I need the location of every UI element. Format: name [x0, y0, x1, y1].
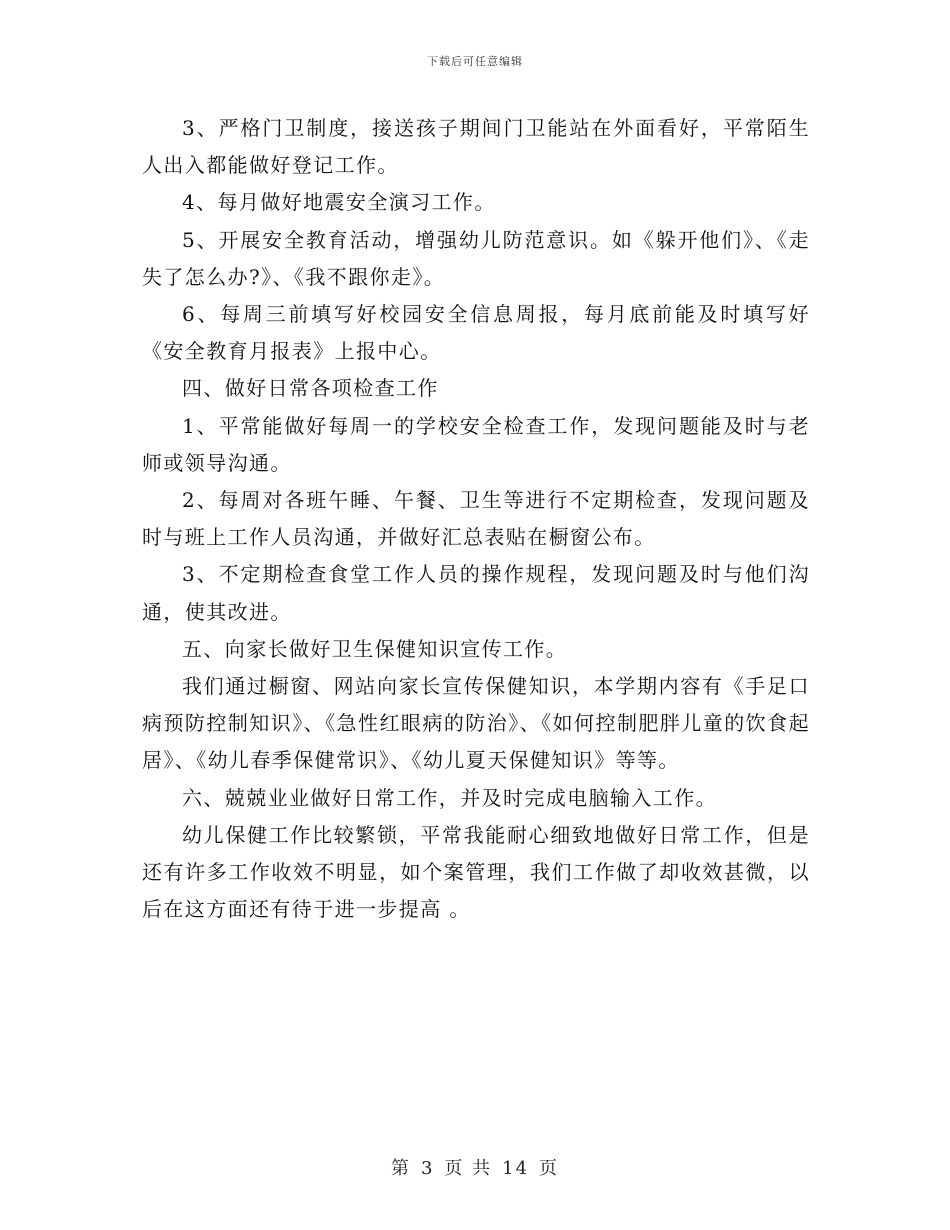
footer-middle: 页 共 [444, 1158, 493, 1179]
paragraph-weekly-check: 1、平常能做好每周一的学校安全检查工作，发现问题能及时与老师或领导沟通。 [142, 413, 810, 475]
paragraph-summary: 幼儿保健工作比较繁锁，平常我能耐心细致地做好日常工作，但是还有许多工作收效不明显，如个案管理，我们工作做了却收效甚微，以后在这方面还有待于进一步提高 。 [142, 822, 810, 922]
paragraph-gate-system: 3、严格门卫制度，接送孩子期间门卫能站在外面看好，平常陌生人出入都能做好登记工作。 [142, 116, 810, 178]
footer-prefix: 第 [390, 1158, 411, 1179]
total-page-count: 14 [502, 1158, 530, 1179]
section-heading-health-publicity: 五、向家长做好卫生保健知识宣传工作。 [182, 636, 568, 661]
section-heading-daily-work: 六、兢兢业业做好日常工作，并及时完成电脑输入工作。 [182, 785, 717, 810]
document-body [142, 110, 810, 928]
current-page-number: 3 [420, 1158, 435, 1179]
paragraph-class-inspection: 2、每周对各班午睡、午餐、卫生等进行不定期检查，发现问题及时与班上工作人员沟通，并做好汇总表贴在橱窗公布。 [142, 488, 810, 550]
paragraph-weekly-report: 6、每周三前填写好校园安全信息周报，每月底前能及时填写好《安全教育月报表》上报中心。 [142, 302, 810, 364]
page-footer [0, 1154, 950, 1180]
paragraph-earthquake-drill: 4、每月做好地震安全演习工作。 [182, 190, 496, 215]
paragraph-publicity-content: 我们通过橱窗、网站向家长宣传保健知识，本学期内容有《手足口病预防控制知识》、《急性红眼病的防治》、《如何控制肥胖儿童的饮食起居》、《幼儿春季保健常识》、《幼儿夏天保健知识》等等。 [142, 674, 810, 773]
page-header-note: 下载后可任意编辑 [427, 55, 523, 68]
footer-suffix: 页 [539, 1158, 560, 1179]
paragraph-canteen-inspection: 3、不定期检查食堂工作人员的操作规程，发现问题及时与他们沟通，使其改进。 [142, 562, 810, 624]
paragraph-safety-education: 5、开展安全教育活动，增强幼儿防范意识。如《躲开他们》、《走失了怎么办?》、《我不跟你走》。 [142, 227, 810, 289]
section-heading-daily-inspection: 四、做好日常各项检查工作 [182, 376, 439, 401]
